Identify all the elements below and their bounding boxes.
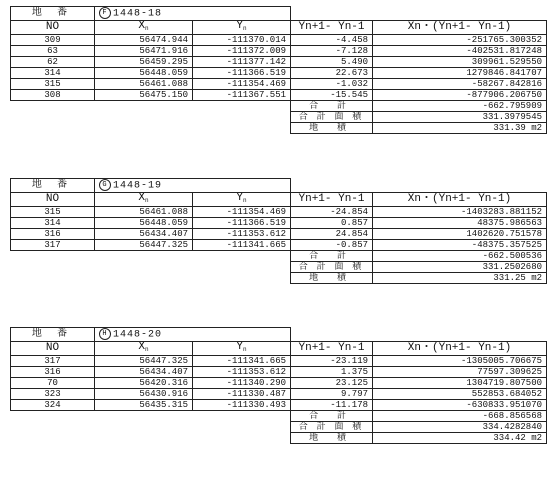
header-ydiff: Yn+1- Yn-1 <box>291 192 373 206</box>
lot-mark-icon: H <box>99 328 111 340</box>
lot-number: 1448-20 <box>113 329 163 341</box>
header-no: NO <box>11 20 95 34</box>
product-value: -630833.951070 <box>373 399 547 410</box>
land-area-label: 地 積 <box>291 272 373 283</box>
ydiff-value: 0.857 <box>291 217 373 228</box>
yn-value: -111367.551 <box>193 89 291 100</box>
ydiff-value: -11.178 <box>291 399 373 410</box>
point-no: 70 <box>11 377 95 388</box>
xn-value: 56434.407 <box>95 366 193 377</box>
total-row <box>11 100 547 111</box>
area-table-1448-18 <box>10 6 547 134</box>
product-value: 1402620.751578 <box>373 228 547 239</box>
product-value: -251765.300352 <box>373 34 547 45</box>
lot-number-cell <box>95 328 291 342</box>
yn-value: -111341.665 <box>193 355 291 366</box>
lot-label: 地 番 <box>11 179 95 193</box>
coordinate-row <box>11 217 547 228</box>
product-value: 552853.684052 <box>373 388 547 399</box>
point-no: 63 <box>11 45 95 56</box>
header-yn: $Y_n$ <box>193 20 291 34</box>
yn-value: -111341.665 <box>193 239 291 250</box>
yn-value: -111366.519 <box>193 67 291 78</box>
coordinate-row <box>11 67 547 78</box>
yn-value: -111353.612 <box>193 228 291 239</box>
xn-value: 56475.150 <box>95 89 193 100</box>
header-ydiff: Yn+1- Yn-1 <box>291 20 373 34</box>
product-value: -1305005.706675 <box>373 355 547 366</box>
product-value: -402531.817248 <box>373 45 547 56</box>
land-area-value: 331.25 m2 <box>373 272 547 283</box>
header-product: Xn・(Yn+1- Yn-1) <box>373 20 547 34</box>
point-no: 315 <box>11 78 95 89</box>
lot-mark-icon: G <box>99 179 111 191</box>
header-no: NO <box>11 341 95 355</box>
xn-value: 56448.059 <box>95 67 193 78</box>
land-area-label: 地 積 <box>291 122 373 133</box>
ydiff-value: 22.673 <box>291 67 373 78</box>
total-row <box>11 410 547 421</box>
yn-value: -111370.014 <box>193 34 291 45</box>
coordinate-row <box>11 399 547 410</box>
header-yn: $Y_n$ <box>193 192 291 206</box>
xn-value: 56471.916 <box>95 45 193 56</box>
xn-value: 56435.315 <box>95 399 193 410</box>
ydiff-value: -4.458 <box>291 34 373 45</box>
xn-value: 56430.916 <box>95 388 193 399</box>
total-area-label: 合 計 面 積 <box>291 261 373 272</box>
land-area-value: 334.42 m2 <box>373 432 547 443</box>
header-yn: $Y_n$ <box>193 341 291 355</box>
area-table-1448-20 <box>10 327 547 444</box>
total-area-label: 合 計 面 積 <box>291 111 373 122</box>
land-area-value: 331.39 m2 <box>373 122 547 133</box>
yn-value: -111354.469 <box>193 206 291 217</box>
lot-number: 1448-18 <box>113 8 163 20</box>
lot-title-row <box>11 179 547 193</box>
column-header-row <box>11 341 547 355</box>
header-xn: $X_n$ <box>95 192 193 206</box>
yn-value: -111330.487 <box>193 388 291 399</box>
lot-label: 地 番 <box>11 7 95 21</box>
point-no: 314 <box>11 217 95 228</box>
total-area-row <box>11 111 547 122</box>
yn-value: -111372.009 <box>193 45 291 56</box>
yn-value: -111354.469 <box>193 78 291 89</box>
lot-title-row <box>11 328 547 342</box>
coordinate-row <box>11 366 547 377</box>
total-area-row <box>11 261 547 272</box>
point-no: 309 <box>11 34 95 45</box>
column-header-row <box>11 192 547 206</box>
area-table-1448-19 <box>10 178 547 284</box>
header-product: Xn・(Yn+1- Yn-1) <box>373 192 547 206</box>
coordinate-row <box>11 78 547 89</box>
total-label: 合 計 <box>291 250 373 261</box>
xn-value: 56474.944 <box>95 34 193 45</box>
yn-value: -111330.493 <box>193 399 291 410</box>
land-area-label: 地 積 <box>291 432 373 443</box>
product-value: 48375.986563 <box>373 217 547 228</box>
product-value: 1279846.841707 <box>373 67 547 78</box>
yn-value: -111366.519 <box>193 217 291 228</box>
lot-number-cell <box>95 179 291 193</box>
point-no: 324 <box>11 399 95 410</box>
point-no: 323 <box>11 388 95 399</box>
lot-mark-icon: F <box>99 7 111 19</box>
ydiff-value: 1.375 <box>291 366 373 377</box>
lot-number: 1448-19 <box>113 180 163 192</box>
header-no: NO <box>11 192 95 206</box>
product-value: -48375.357525 <box>373 239 547 250</box>
total-label: 合 計 <box>291 410 373 421</box>
coordinate-row <box>11 228 547 239</box>
coordinate-row <box>11 56 547 67</box>
coordinate-row <box>11 34 547 45</box>
coordinate-row <box>11 45 547 56</box>
xn-value: 56461.088 <box>95 206 193 217</box>
yn-value: -111340.290 <box>193 377 291 388</box>
header-xn: $X_n$ <box>95 20 193 34</box>
total-label: 合 計 <box>291 100 373 111</box>
total-area-row <box>11 421 547 432</box>
point-no: 62 <box>11 56 95 67</box>
product-value: -877906.206750 <box>373 89 547 100</box>
total-row <box>11 250 547 261</box>
ydiff-value: -23.119 <box>291 355 373 366</box>
land-area-row <box>11 122 547 133</box>
product-value: -1403283.881152 <box>373 206 547 217</box>
coordinate-row <box>11 239 547 250</box>
total-value: -662.500536 <box>373 250 547 261</box>
point-no: 317 <box>11 355 95 366</box>
total-area-value: 331.2502680 <box>373 261 547 272</box>
lot-number-cell <box>95 7 291 21</box>
land-area-row <box>11 432 547 443</box>
column-header-row <box>11 20 547 34</box>
coordinate-row <box>11 89 547 100</box>
ydiff-value: -0.857 <box>291 239 373 250</box>
coordinate-row <box>11 355 547 366</box>
total-area-value: 334.4282840 <box>373 421 547 432</box>
total-value: -662.795909 <box>373 100 547 111</box>
ydiff-value: 9.797 <box>291 388 373 399</box>
product-value: 309961.529550 <box>373 56 547 67</box>
xn-value: 56434.407 <box>95 228 193 239</box>
ydiff-value: 24.854 <box>291 228 373 239</box>
land-area-row <box>11 272 547 283</box>
lot-title-row <box>11 7 547 21</box>
ydiff-value: -24.854 <box>291 206 373 217</box>
ydiff-value: -15.545 <box>291 89 373 100</box>
lot-label: 地 番 <box>11 328 95 342</box>
coordinate-row <box>11 377 547 388</box>
total-value: -668.856568 <box>373 410 547 421</box>
point-no: 308 <box>11 89 95 100</box>
point-no: 314 <box>11 67 95 78</box>
product-value: 77597.309625 <box>373 366 547 377</box>
point-no: 317 <box>11 239 95 250</box>
point-no: 315 <box>11 206 95 217</box>
point-no: 316 <box>11 228 95 239</box>
header-ydiff: Yn+1- Yn-1 <box>291 341 373 355</box>
header-xn: $X_n$ <box>95 341 193 355</box>
xn-value: 56447.325 <box>95 355 193 366</box>
xn-value: 56420.316 <box>95 377 193 388</box>
coordinate-row <box>11 388 547 399</box>
product-value: -58267.842816 <box>373 78 547 89</box>
xn-value: 56461.088 <box>95 78 193 89</box>
point-no: 316 <box>11 366 95 377</box>
ydiff-value: -7.128 <box>291 45 373 56</box>
xn-value: 56448.059 <box>95 217 193 228</box>
xn-value: 56447.325 <box>95 239 193 250</box>
ydiff-value: -1.032 <box>291 78 373 89</box>
coordinate-row <box>11 206 547 217</box>
yn-value: -111377.142 <box>193 56 291 67</box>
ydiff-value: 5.490 <box>291 56 373 67</box>
total-area-label: 合 計 面 積 <box>291 421 373 432</box>
yn-value: -111353.612 <box>193 366 291 377</box>
total-area-value: 331.3979545 <box>373 111 547 122</box>
product-value: 1304719.807500 <box>373 377 547 388</box>
ydiff-value: 23.125 <box>291 377 373 388</box>
xn-value: 56459.295 <box>95 56 193 67</box>
header-product: Xn・(Yn+1- Yn-1) <box>373 341 547 355</box>
